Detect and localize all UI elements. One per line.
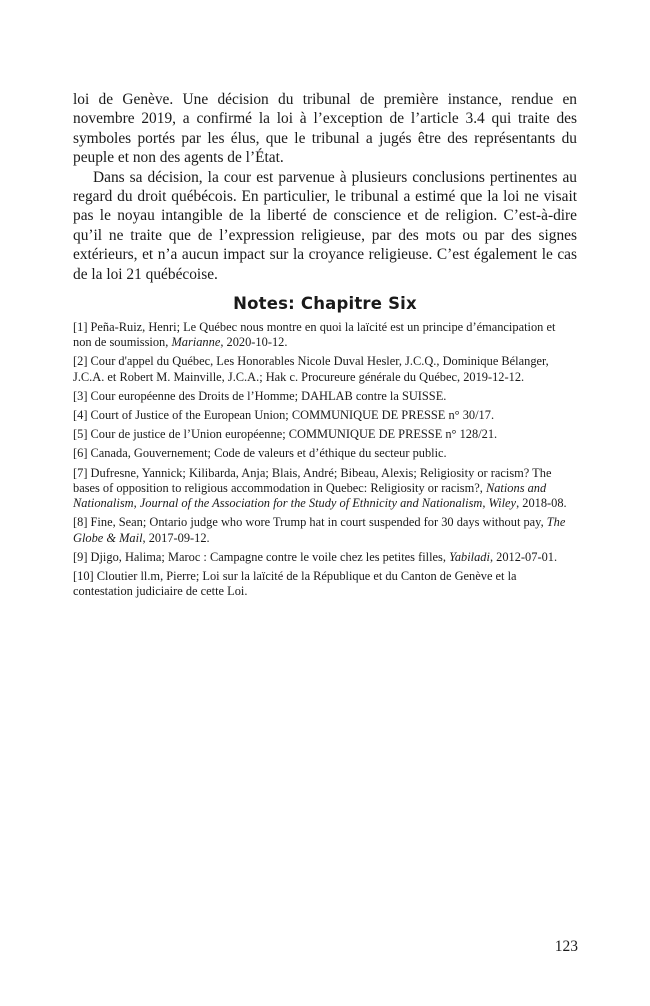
notes-heading: Notes: Chapitre Six: [233, 294, 417, 314]
note-item: [73, 446, 577, 461]
note-text: [8] Fine, Sean; Ontario judge who wore Trump hat in court suspended for 30 days without pay,: [73, 515, 547, 530]
note-after: , 2012-07-01.: [489, 549, 558, 564]
note-item: [73, 515, 577, 545]
page-body: [73, 90, 577, 603]
note-after: , 2018-08.: [516, 496, 567, 511]
note-item: [73, 427, 577, 442]
note-item: [73, 569, 577, 599]
note-item: [73, 320, 577, 350]
note-text: [1] Peña-Ruiz, Henri; Le Québec nous montre en quoi la laïcité est un principe d’émancipation et non de soumission,: [73, 320, 556, 350]
body-paragraph-2: Dans sa décision, la cour est parvenue à plusieurs conclusions pertinentes au regard du droit québécois. En particulier, le tribunal a estimé que la loi ne visait pas le noyau intangible de la liberté de conscience et de religion. C’est-à-dire qu’il ne traite que de l’expression religieuse, par des mots ou par des signes extérieurs, et n’a aucun impact sur la croyance religieuse. C’est également le cas de la loi 21 québécoise.: [73, 168, 577, 283]
note-item: [73, 466, 577, 512]
note-text: [4] Court of Justice of the European Union; COMMUNIQUE DE PRESSE n° 30/17.: [73, 408, 495, 423]
note-item: [73, 550, 577, 565]
note-text: [5] Cour de justice de l’Union européenne; COMMUNIQUE DE PRESSE n° 128/21.: [73, 427, 498, 442]
note-text: [3] Cour européenne des Droits de l’Homme; DAHLAB contre la SUISSE.: [73, 388, 447, 403]
note-italic: Yabiladi: [449, 549, 490, 564]
note-italic: Nations and Nationalism, Journal of the Association for the Study of Ethnicity and Nationalism, Wiley: [73, 480, 547, 511]
note-text: [9] Djigo, Halima; Maroc : Campagne contre le voile chez les petites filles,: [73, 549, 450, 564]
notes-list: [73, 320, 577, 599]
page-number: 123: [554, 938, 578, 955]
note-italic: Marianne: [171, 335, 221, 350]
note-item: [73, 408, 577, 423]
note-italic: The Globe & Mail: [73, 515, 566, 545]
note-item: [73, 389, 577, 404]
note-text: [2] Cour d'appel du Québec, Les Honorables Nicole Duval Hesler, J.C.Q., Dominique Bélanger, J.C.A. et Robert M. Mainville, J.C.A.; Hak c. Procureure générale du Québec, 2019-12-12.: [73, 354, 549, 384]
body-paragraph-1: loi de Genève. Une décision du tribunal de première instance, rendue en novembre 2019, a confirmé la loi à l’exception de l’article 3.4 qui traite des symboles portés par les élus, que le tribunal a jugés être des représentants du peuple et non des agents de l’État.: [73, 91, 577, 167]
note-text: [7] Dufresne, Yannick; Kilibarda, Anja; Blais, André; Bibeau, Alexis; Religiosity or racism? The bases of opposition to religious accommodation in Quebec: Religiosity or racism?,: [73, 465, 552, 495]
note-after: , 2020-10-12.: [220, 335, 288, 350]
note-text: [6] Canada, Gouvernement; Code de valeurs et d’éthique du secteur public.: [73, 446, 447, 461]
note-item: [73, 354, 577, 384]
note-text: [10] Cloutier ll.m, Pierre; Loi sur la laïcité de la République et du Canton de Genève et la contestation judiciaire de cette Loi.: [73, 568, 517, 599]
note-after: , 2017-09-12.: [142, 530, 210, 545]
